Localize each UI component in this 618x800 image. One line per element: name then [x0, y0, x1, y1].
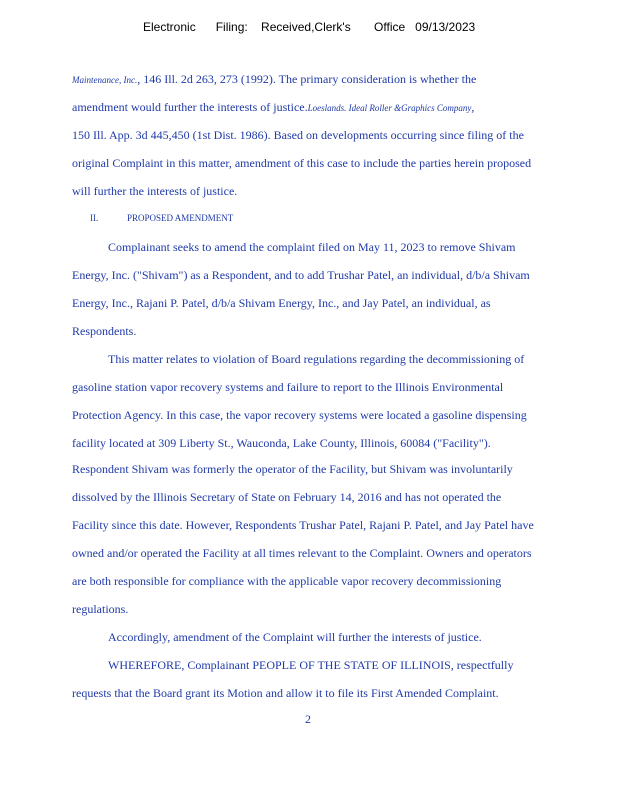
paragraph-3-line-1: This matter relates to violation of Board regulations regarding the decommissioning of	[108, 352, 525, 366]
paragraph-3-line-5: Respondent Shivam was formerly the operator of the Facility, but Shivam was involuntarily	[72, 462, 513, 476]
paragraph-3-line-2: gasoline station vapor recovery systems and failure to report to the Illinois Environmental	[72, 380, 504, 394]
case-name-italic: Loeslands. Ideal Roller &Graphics Company	[307, 103, 472, 113]
paragraph-3-line-9: are both responsible for compliance with the applicable vapor recovery decommissioning	[72, 574, 502, 588]
paragraph-3-line-3: Protection Agency. In this case, the vapor recovery systems were located a gasoline dispensing	[72, 408, 527, 422]
paragraph-5-line-1: WHEREFORE, Complainant PEOPLE OF THE STATE OF ILLINOIS, respectfully	[108, 658, 514, 672]
paragraph-2-line-4: Respondents.	[72, 324, 137, 338]
page-number: 2	[305, 712, 311, 726]
paragraph-1-line-3: 150 Ill. App. 3d 445,450 (1st Dist. 1986). Based on developments occurring since filing of the	[72, 128, 524, 142]
paragraph-3-line-8: owned and/or operated the Facility at all times relevant to the Complaint. Owners and operators	[72, 546, 532, 560]
paragraph-3-line-10: regulations.	[72, 602, 129, 616]
paragraph-2-line-1: Complainant seeks to amend the complaint filed on May 11, 2023 to remove Shivam	[108, 240, 516, 254]
electronic-filing-header: Electronic Filing: Received,Clerk's Office 09/13/2023	[143, 20, 476, 34]
paragraph-4-line-1: Accordingly, amendment of the Complaint will further the interests of justice.	[108, 630, 482, 644]
paragraph-2-line-2: Energy, Inc. ("Shivam") as a Respondent, and to add Trushar Patel, an individual, d/b/a Shivam	[72, 268, 530, 282]
paragraph-3-line-4: facility located at 309 Liberty St., Wauconda, Lake County, Illinois, 60084 ("Facility").	[72, 436, 491, 450]
section-number: II.	[90, 213, 99, 223]
paragraph-3-line-7: Facility since this date. However, Respondents Trushar Patel, Rajani P. Patel, and Jay Patel have	[72, 518, 534, 532]
paragraph-1-line-1: Maintenance, Inc., 146 Ill. 2d 263, 273 (1992). The primary consideration is whether the	[72, 72, 477, 86]
section-title: PROPOSED AMENDMENT	[127, 213, 234, 223]
paragraph-3-line-6: dissolved by the Illinois Secretary of State on February 14, 2016 and has not operated the	[72, 490, 502, 504]
case-name-italic: Maintenance, Inc.	[72, 75, 138, 85]
paragraph-1-line-5: will further the interests of justice.	[72, 184, 238, 198]
paragraph-2-line-3: Energy, Inc., Rajani P. Patel, d/b/a Shivam Energy, Inc., and Jay Patel, an individual, as	[72, 296, 491, 310]
paragraph-5-line-2: requests that the Board grant its Motion and allow it to file its First Amended Complaint.	[72, 686, 499, 700]
paragraph-1-line-4: original Complaint in this matter, amendment of this case to include the parties herein proposed	[72, 156, 532, 170]
paragraph-1-line-2: amendment would further the interests of justice.Loeslands. Ideal Roller &Graphics Company,	[72, 100, 475, 114]
